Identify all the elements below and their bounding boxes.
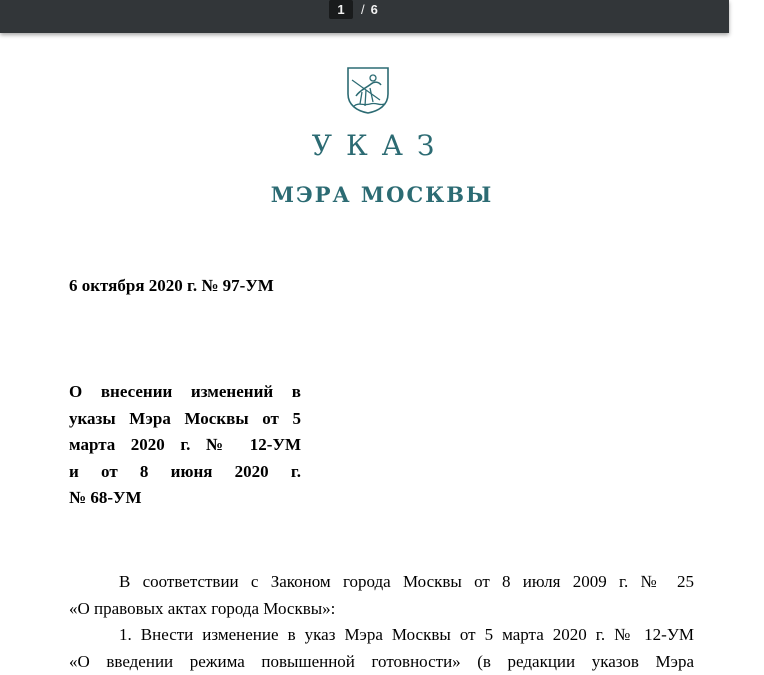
heading-line: № 68-УМ <box>69 485 301 512</box>
document-page <box>0 33 729 631</box>
body-line: В соответствии с Законом города Москвы от 8 июля 2009 г. № 25 <box>69 569 694 596</box>
document-body <box>69 569 694 675</box>
heading-line: марта 2020 г. № 12-УМ <box>69 432 301 459</box>
page-counter <box>329 0 378 19</box>
body-line: 1. Внести изменение в указ Мэра Москвы от 5 марта 2020 г. № 12-УМ <box>69 622 694 649</box>
decree-title: УКАЗ <box>0 129 760 162</box>
coat-of-arms-icon <box>346 66 390 114</box>
heading-line: О внесении изменений в <box>69 379 301 406</box>
current-page-input[interactable]: 1 <box>329 0 353 19</box>
heading-line: указы Мэра Москвы от 5 <box>69 406 301 433</box>
document-heading <box>69 379 301 512</box>
heading-line: и от 8 июня 2020 г. <box>69 459 301 486</box>
viewer-toolbar <box>0 0 729 33</box>
total-pages: 6 <box>371 2 378 17</box>
body-line: «О введении режима повышенной готовности» (в редакции указов Мэра <box>69 649 694 675</box>
decree-subtitle: МЭРА МОСКВЫ <box>0 182 764 207</box>
document-date-number: 6 октября 2020 г. № 97-УМ <box>69 276 274 296</box>
page-separator: / <box>361 2 365 17</box>
body-line: «О правовых актах города Москвы»: <box>69 596 694 623</box>
